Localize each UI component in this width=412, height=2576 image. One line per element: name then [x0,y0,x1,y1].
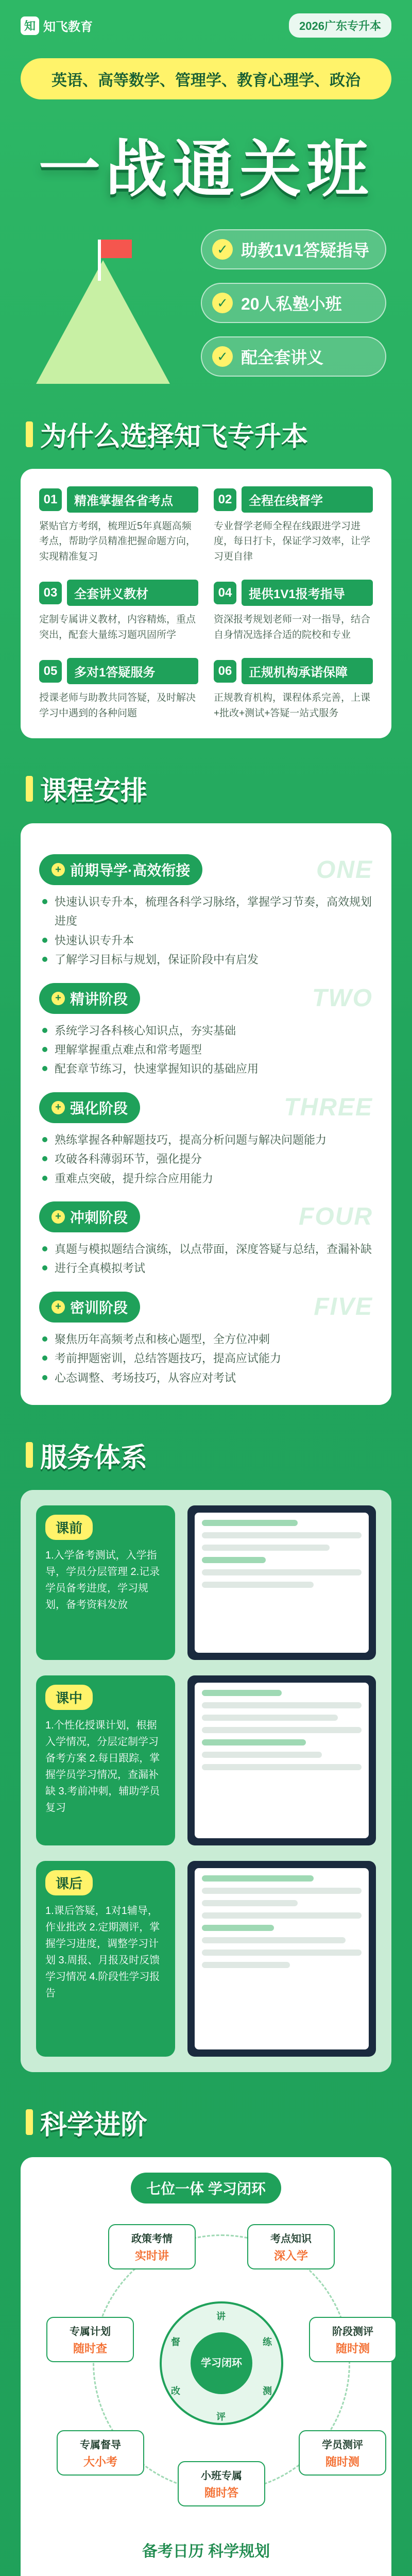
check-icon: ✓ [212,346,233,367]
service-row [36,1675,376,1845]
service-card: 课前 1.入学备考测试，入学指导，学员分层管理 2.记录学员备考进度，学习规划，备考资料发放 [36,1505,175,1660]
loop-diagram: 学习闭环 讲 练 测 评 改 督 政策考情 实时讲 考点知识 深入学 专属计划 随时查 阶段测评 随时测 专属督导 大小考 小班专属 随时答 学员测评 随时测 [36,2214,376,2533]
why-item: 05 多对1答疑服务 授课老师与助教共同答疑，及时解决学习中遇到的各种问题 [39,658,198,721]
why-item: 02 全程在线督学 专业督学老师全程在线跟进学习进度，每日打卡，保证学习效率，让学习更自律 [214,486,373,564]
year-tag: 2026广东专升本 [289,13,391,38]
hero-row [0,209,412,384]
calendar-track [36,2571,376,2576]
hero-feature-list [201,229,386,384]
course-stage: + 冲刺阶段 FOUR 真题与模拟题结合演练，以点带面，深度答疑与总结，查漏补缺 进行全真模拟考试 [39,1201,373,1278]
course-stage: + 前期导学·高效衔接 ONE 快速认识专升本，梳理各科学习脉络，掌握学习节奏，高效规划进度 快速认识专升本 了解学习目标与规划，保证阶段中有启发 [39,854,373,970]
why-card [21,469,391,738]
why-item: 04 提供1V1报考指导 资深报考规划老师一对一指导，结合自身情况选择合适的院校和专业 [214,580,373,642]
loop-node: 考点知识 深入学 [247,2224,335,2269]
why-heading: 为什么选择知飞专升本 [0,415,412,453]
logo [21,16,93,35]
calendar-title: 备考日历 科学规划 [142,2543,270,2560]
plus-icon: + [52,863,65,876]
check-icon: ✓ [212,293,233,313]
screenshot-image [187,1675,376,1845]
ring-center: 学习闭环 [191,2332,252,2394]
plus-icon: + [52,1300,65,1314]
hero-feature: ✓ 20人私塾小班 [201,283,386,323]
screenshot-image [187,1505,376,1660]
hero-feature: ✓ 配全套讲义 [201,336,386,377]
service-row [36,1505,376,1660]
subjects-banner: 英语、高等数学、管理学、教育心理学、政治 [21,58,391,99]
loop-node: 专属计划 随时查 [46,2317,134,2362]
plus-icon: + [52,992,65,1005]
course-card [21,823,391,1405]
course-stage: + 强化阶段 THREE 熟练掌握各种解题技巧，提高分析问题与解决问题能力 攻破各科薄弱环节，强化提分 重难点突破，提升综合应用能力 [39,1092,373,1188]
hero-title: 一战通关班 [39,134,373,206]
top-bar [0,0,412,38]
hero-feature: ✓ 助教1V1答疑指导 [201,229,386,269]
why-item: 03 全套讲义教材 定制专属讲义教材，内容精炼，重点突出，配套大量练习题巩固所学 [39,580,198,642]
course-heading: 课程安排 [0,769,412,808]
course-stage: + 密训阶段 FIVE 聚焦历年高频考点和核心题型，全方位冲刺 考前押题密训，总结答题技巧，提高应试能力 心态调整、考场技巧，从容应对考试 [39,1292,373,1387]
mountain-flag-icon [26,229,180,384]
loop-node: 专属督导 大小考 [57,2430,144,2476]
check-icon: ✓ [212,239,233,260]
course-stage: + 精讲阶段 TWO 系统学习各科核心知识点，夯实基础 理解掌握重点难点和常考题型 配套章节练习，快速掌握知识的基础应用 [39,983,373,1079]
service-card: 课中 1.个性化授课计划，根据入学情况，分层定制学习备考方案 2.每日跟踪，掌握学员学习情况，查漏补缺 3.考前冲刺，辅助学员复习 [36,1675,175,1845]
screenshot-image [187,1861,376,2057]
science-heading: 科学进阶 [0,2103,412,2142]
service-panel [21,1490,391,2072]
loop-node: 学员测评 随时测 [299,2430,386,2476]
service-row [36,1861,376,2057]
why-item: 06 正规机构承诺保障 正规教育机构，课程体系完善，上课+批改+测试+答疑一站式服务 [214,658,373,721]
plus-icon: + [52,1210,65,1224]
science-card [21,2157,391,2576]
logo-text: 知飞教育 [43,20,93,34]
logo-mark-icon: 知 [21,16,39,35]
loop-node: 阶段测评 随时测 [309,2317,397,2362]
why-item: 01 精准掌握各省考点 紧贴官方考纲，梳理近5年真题高频考点，帮助学员精准把握命题方向，实现精准复习 [39,486,198,564]
service-heading: 服务体系 [0,1436,412,1475]
loop-node: 小班专属 随时答 [178,2461,265,2506]
service-card: 课后 1.课后答疑，1对1辅导，作业批改 2.定期测评，掌握学习进度，调整学习计划 3.周报、月报及时反馈学习情况 4.阶段性学习报告 [36,1861,175,2057]
plus-icon: + [52,1101,65,1114]
ring-title: 七位一体 学习闭环 [131,2173,281,2204]
loop-node: 政策考情 实时讲 [108,2224,196,2269]
